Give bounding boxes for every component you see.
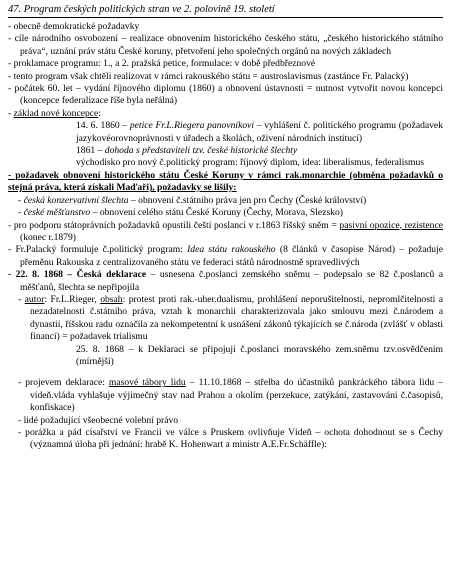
text: – 11.10.1868 – střelba do účastníků pankráckého tábora lidu – vídeň.vláda vyhlašuje výjimečný stav nad Prahou a okolím (perzekuce, zatýkání, zastavování č.časopisů, konfiskace) — [30, 377, 444, 414]
italic-text: dohoda s představiteli tzv. české historické šlechty — [104, 145, 298, 157]
line-austroslavism: - tento program však chtěli realizovat v rámci rakouského státu = austroslavismus (zastánce Fr. Palacký) — [8, 70, 409, 82]
text: - projevem deklarace: — [18, 377, 109, 389]
underlined-text: základ nové koncepce — [13, 107, 99, 119]
text: - pro podporu státoprávních požadavků opustili čeští poslanci v r.1863 říšský sněm = — [8, 219, 340, 231]
text: 1861 – — [76, 145, 105, 157]
text: 14. 6. 1860 – — [76, 120, 130, 132]
line-starting-point: východisko pro nový č.politický program: říjnový diplom, idea: liberalismus, federalismus — [76, 157, 424, 169]
italic-text: Idea státu rakouského — [187, 244, 276, 256]
line-czech-declaration — [8, 269, 443, 294]
line-program-proclamation: - proklamace programu: 1., a 2. pražská petice, formulace: v době předbřeznové — [8, 58, 316, 70]
line-1861-agreement — [8, 145, 443, 157]
line-democratic-demands: - obecně demokratické požadavky — [8, 21, 140, 32]
document-body — [8, 21, 443, 452]
line-conservative-nobility — [8, 195, 443, 207]
italic-text: české měšťanstvo — [23, 207, 91, 219]
text: : protest proti rak.-uher.dualismu, prohlášení neporušitelnosti, nepromlčitelnosti a nezadatelnosti č.státního práva, vztah k monarchii charakterizovala jako smlouvu mezi č.národem a dynastií, říšskou radu označila za nekompetentní k usnášení zákonů týkajících se č.národa (zvlášť v oblasti financí) = požadavek trialismu — [30, 293, 443, 343]
text: : — [98, 107, 101, 119]
line-national-liberation: - cíle národního osvobození – realizace obnovením historického českého státu, „českého historického státního práva“, uznání práv státu České koruny, přetvoření jeho společných orgánů na nových základech — [8, 33, 443, 57]
text: – usnesena č.poslanci zemského sněmu – podepsalo se 82 č.poslanců a měšťanů, šlechta se nepřipojila — [20, 269, 443, 293]
text: (8 článků v časopise Národ) – požaduje přeměnu Rakouska z centralizovaného státu ve federaci států národnostně spravedlivých — [20, 244, 443, 268]
italic-text: česká konzervativní šlechta — [23, 194, 129, 206]
text: - — [18, 207, 24, 219]
line-suffrage: - lidé požadující všeobecné volební právo — [18, 414, 179, 426]
text: : Fr.L.Rieger, — [44, 293, 101, 305]
page-title: 47. Program českých politických stran ve 2. polovině 19. století — [8, 3, 443, 18]
bold-text: - 22. 8. 1868 – Česká deklarace — [8, 269, 147, 281]
line-declaration-author — [8, 294, 443, 344]
underlined-text: autor — [24, 293, 45, 305]
text: – obnovení č.státního práva jen pro Čechy (České království) — [128, 194, 367, 206]
line-rieger-petition — [8, 120, 443, 145]
line-czech-bourgeoisie — [8, 207, 443, 219]
line-palacky-program — [8, 244, 443, 269]
italic-text: petice Fr.L.Riegera panovníkovi — [129, 120, 255, 132]
line-moravian-declaration: 25. 8. 1868 – k Deklaraci se připojují č.poslanci moravského zem.sněmu tzv.osvědčením (mírnější) — [76, 343, 443, 367]
underlined-text: obsah — [100, 293, 123, 305]
underlined-text: masové tábory lidu — [108, 377, 186, 389]
line-france-defeat: - porážka a pád císařství ve Francii ve válce s Pruskem ovlivňuje Vídeň – ochota dohodnout se s Čechy (významná úloha při jednání: hrabě K. Hohenwart a ministr A.E.Fr.Schäffle): — [18, 427, 443, 451]
line-restoration-demand: - požadavek obnovení historického státu České Koruny v rámci rak.monarchie (obměna požadavků o stejná práva, která získali Maďaři), požadavky se lišily: — [8, 169, 443, 194]
text: - — [18, 293, 25, 305]
spacer — [8, 368, 443, 377]
line-new-concept — [8, 108, 443, 120]
underlined-text: pasivní opozice, rezistence — [339, 219, 443, 231]
line-passive-opposition — [8, 220, 443, 245]
text: - — [18, 194, 24, 206]
text: - Fr.Palacký formuluje č.politický program: — [8, 244, 188, 256]
text: – vyhlášení č. politického programu (požadavek jazykovéorovnoprávnosti v úřadech a školách, oživení národních institucí) — [76, 120, 443, 144]
text: (konec r.1879) — [20, 231, 76, 243]
line-october-diploma: - počátek 60. let – vydání říjnového diplomu (1860) a obnovení ústavnosti = nutnost vytvořit novou koncepci (koncepce federalizace říše byla neřálná) — [8, 83, 443, 107]
line-mass-rallies — [8, 377, 443, 414]
text: - — [8, 107, 14, 119]
text: – obnovení celého státu České Koruny (Čechy, Morava, Slezsko) — [90, 207, 343, 219]
